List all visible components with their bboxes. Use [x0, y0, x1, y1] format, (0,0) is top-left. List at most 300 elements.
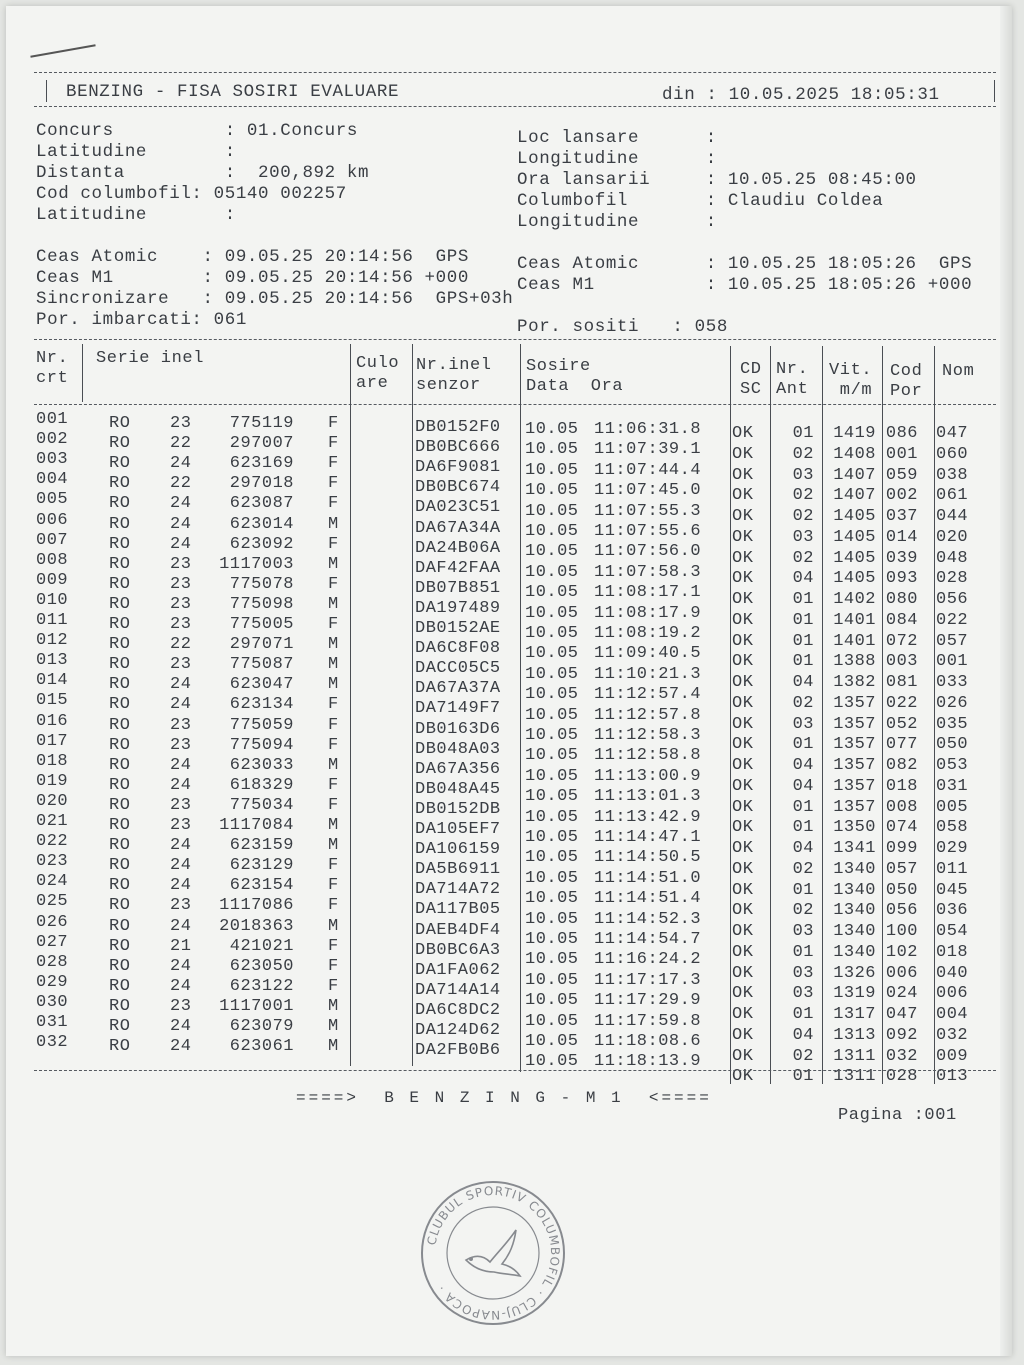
cdsc-status: OK: [732, 922, 754, 941]
header-bottom-rule: [34, 106, 996, 107]
pigeon-code: 099: [885, 839, 918, 858]
previous-number: 01: [792, 631, 814, 651]
ring-year: 22: [170, 474, 192, 494]
ring-number: 1117084: [219, 816, 294, 835]
pigeon-code: 080: [885, 590, 918, 609]
ring-number: 297018: [229, 474, 294, 494]
nom-number: 011: [936, 859, 969, 879]
arrival-time: 11:14:51.4: [594, 889, 702, 909]
ring-number: 775087: [229, 655, 294, 675]
pigeon-code: 081: [885, 673, 918, 692]
cdsc-status: OK: [732, 880, 754, 900]
ring-number: 623092: [229, 534, 294, 554]
ring-year: 24: [170, 1037, 192, 1057]
arrival-time: 11:13:01.3: [594, 787, 702, 807]
previous-number: 01: [792, 610, 814, 630]
sensor-ring: DA6C8F08: [415, 639, 501, 659]
arrival-date: 10.05: [525, 991, 579, 1011]
pigeon-code: 002: [885, 486, 918, 506]
col-sep-cdsc: [730, 346, 731, 1084]
sex: M: [328, 996, 339, 1016]
arrival-date: 10.05: [525, 787, 579, 807]
col-sosire-header: Sosire Data Ora: [526, 357, 624, 396]
arrival-time: 11:07:44.4: [594, 460, 702, 480]
nom-number: 044: [936, 507, 969, 526]
ring-number: 775005: [229, 615, 294, 634]
ring-number: 297007: [229, 434, 294, 454]
pigeon-code: 084: [885, 610, 918, 630]
clock-right-0: Ceas Atomic : 10.05.25 18:05:26 GPS: [517, 254, 973, 274]
sensor-ring: DAEB4DF4: [415, 920, 501, 940]
ring-year: 24: [170, 916, 192, 936]
row-number: 005: [36, 490, 69, 510]
row-number: 004: [36, 470, 69, 490]
pigeon-code: 057: [885, 859, 918, 879]
country-code: RO: [109, 735, 131, 755]
printed-sheet: [6, 6, 1012, 1356]
ring-year: 23: [170, 615, 192, 634]
nom-number: 053: [936, 756, 969, 775]
row-number: 015: [36, 691, 69, 711]
previous-number: 01: [792, 818, 814, 838]
dove-icon: [466, 1230, 520, 1276]
arrival-time: 11:06:31.8: [594, 420, 702, 439]
col-sep-senzor: [412, 344, 413, 1066]
cdsc-status: OK: [732, 942, 754, 962]
arrival-date: 10.05: [525, 542, 579, 562]
ring-year: 24: [170, 976, 192, 996]
sensor-ring: DA714A72: [415, 880, 501, 900]
row-number: 020: [36, 791, 69, 811]
speed: 1341: [833, 839, 876, 858]
arrival-date: 10.05: [525, 664, 579, 684]
previous-number: 01: [792, 590, 814, 609]
previous-number: 02: [792, 548, 814, 568]
ring-number: 623087: [229, 494, 294, 514]
country-code: RO: [109, 655, 131, 675]
country-code: RO: [109, 414, 131, 433]
row-number: 012: [36, 631, 69, 651]
arrival-date: 10.05: [525, 970, 579, 990]
ring-year: 24: [170, 836, 192, 856]
pigeon-code: 072: [885, 631, 918, 651]
sensor-ring: DA714A14: [415, 980, 501, 1000]
previous-number: 01: [792, 735, 814, 755]
pigeon-code: 056: [885, 901, 918, 921]
country-code: RO: [109, 675, 131, 695]
ring-year: 23: [170, 655, 192, 675]
clock-left-1: Ceas M1 : 09.05.25 20:14:56 +000: [36, 268, 469, 288]
arrival-date: 10.05: [525, 807, 579, 827]
club-stamp: [418, 1178, 568, 1328]
arrival-time: 11:14:51.0: [594, 868, 702, 888]
speed: 1388: [833, 652, 876, 672]
table-header-rule: [34, 404, 996, 405]
ring-year: 23: [170, 414, 192, 433]
info-right-1: Longitudine :: [517, 149, 717, 169]
arrival-time: 11:14:52.3: [594, 909, 702, 929]
sex: M: [328, 916, 339, 936]
previous-number: 02: [792, 1046, 814, 1066]
country-code: RO: [109, 896, 131, 916]
row-number: 009: [36, 570, 69, 590]
ring-year: 21: [170, 936, 192, 956]
sensor-ring: DB0152DB: [415, 799, 501, 819]
nom-number: 032: [936, 1025, 969, 1045]
previous-number: 02: [792, 859, 814, 879]
country-code: RO: [109, 836, 131, 856]
country-code: RO: [109, 494, 131, 514]
ring-number: 623154: [229, 876, 294, 896]
sex: F: [328, 434, 339, 454]
country-code: RO: [109, 976, 131, 996]
cdsc-status: OK: [732, 548, 754, 568]
sex: M: [328, 1017, 339, 1036]
sex: F: [328, 454, 339, 474]
sensor-ring: DA6C8DC2: [415, 1000, 501, 1020]
ring-year: 24: [170, 1017, 192, 1036]
country-code: RO: [109, 474, 131, 494]
speed: 1340: [833, 942, 876, 962]
ring-number: 1117003: [219, 554, 294, 574]
country-code: RO: [109, 916, 131, 936]
previous-number: 03: [792, 963, 814, 983]
info-right-3: Columbofil : Claudiu Coldea: [517, 191, 884, 211]
arrival-time: 11:12:58.3: [594, 726, 702, 745]
ring-number: 775098: [229, 594, 294, 614]
cdsc-status: OK: [732, 735, 754, 755]
arrival-time: 11:17:59.8: [594, 1011, 702, 1031]
nom-number: 029: [936, 839, 969, 858]
nom-number: 036: [936, 901, 969, 921]
cdsc-status: OK: [732, 693, 754, 713]
speed: 1357: [833, 714, 876, 734]
row-number: 025: [36, 892, 69, 912]
sex: M: [328, 655, 339, 675]
pigeon-code: 018: [885, 776, 918, 796]
sex: M: [328, 594, 339, 614]
col-cdsc-header: CD SC: [740, 360, 762, 399]
sex: F: [328, 735, 339, 755]
ring-number: 623129: [229, 856, 294, 876]
sex: F: [328, 775, 339, 795]
ring-number: 2018363: [219, 916, 294, 936]
nom-number: 045: [936, 880, 969, 900]
col-senzor-header: Nr.inel senzor: [416, 356, 492, 395]
cdsc-status: OK: [732, 1046, 754, 1066]
arrival-date: 10.05: [525, 644, 579, 664]
previous-number: 01: [792, 797, 814, 817]
sex: F: [328, 414, 339, 433]
speed: 1340: [833, 880, 876, 900]
country-code: RO: [109, 936, 131, 956]
arrival-time: 11:18:13.9: [594, 1052, 702, 1072]
ring-number: 1117001: [219, 996, 294, 1016]
row-number: 027: [36, 932, 69, 952]
clock-right-1: Ceas M1 : 10.05.25 18:05:26 +000: [517, 275, 973, 295]
ring-year: 23: [170, 735, 192, 755]
country-code: RO: [109, 434, 131, 454]
arrival-time: 11:07:56.0: [594, 542, 702, 562]
table-bottom-rule: [34, 1070, 996, 1071]
report-title: BENZING - FISA SOSIRI EVALUARE: [66, 82, 400, 102]
nom-number: 058: [936, 818, 969, 838]
sensor-ring: DA023C51: [415, 498, 501, 518]
previous-number: 04: [792, 673, 814, 692]
row-number: 002: [36, 430, 69, 450]
row-number: 028: [36, 952, 69, 972]
col-sep-sosire: [520, 344, 521, 1072]
previous-number: 02: [792, 444, 814, 464]
table-top-rule: [34, 339, 996, 340]
sensor-ring: DA106159: [415, 840, 501, 860]
ring-number: 623047: [229, 675, 294, 695]
row-number: 008: [36, 550, 69, 570]
header-top-rule: [34, 72, 996, 73]
arrival-time: 11:17:17.3: [594, 970, 702, 990]
sensor-ring: DA67A356: [415, 759, 501, 779]
country-code: RO: [109, 534, 131, 554]
ring-number: 623134: [229, 695, 294, 715]
ring-number: 623033: [229, 755, 294, 775]
pigeon-code: 077: [885, 735, 918, 755]
speed: 1405: [833, 569, 876, 589]
row-number: 018: [36, 751, 69, 771]
arrival-date: 10.05: [525, 848, 579, 868]
col-culoare-header: Culo are: [356, 354, 400, 393]
nom-number: 033: [936, 673, 969, 692]
col-sep-vit: [822, 346, 823, 1084]
sensor-ring: DA67A37A: [415, 679, 501, 699]
ring-year: 23: [170, 816, 192, 835]
speed: 1401: [833, 631, 876, 651]
country-code: RO: [109, 454, 131, 474]
arrival-time: 11:12:58.8: [594, 746, 702, 766]
speed: 1311: [833, 1067, 876, 1087]
arrival-date: 10.05: [525, 828, 579, 847]
nom-number: 061: [936, 486, 969, 506]
nom-number: 040: [936, 963, 969, 983]
sex: M: [328, 554, 339, 574]
pigeon-code: 052: [885, 714, 918, 734]
cdsc-status: OK: [732, 569, 754, 589]
ring-year: 24: [170, 775, 192, 795]
sex: F: [328, 534, 339, 554]
ring-number: 297071: [229, 635, 294, 655]
ring-year: 23: [170, 554, 192, 574]
arrival-date: 10.05: [525, 501, 579, 521]
sensor-ring: DA124D62: [415, 1021, 501, 1040]
cdsc-status: OK: [732, 590, 754, 609]
cdsc-status: OK: [732, 673, 754, 692]
sex: M: [328, 836, 339, 856]
country-code: RO: [109, 996, 131, 1016]
previous-number: 03: [792, 922, 814, 941]
ring-year: 24: [170, 494, 192, 514]
nom-number: 048: [936, 548, 969, 568]
sex: M: [328, 635, 339, 655]
pigeon-code: 050: [885, 880, 918, 900]
sensor-ring: DB0152AE: [415, 619, 501, 638]
ring-year: 24: [170, 454, 192, 474]
nom-number: 038: [936, 465, 969, 485]
ring-year: 24: [170, 755, 192, 775]
ring-number: 623159: [229, 836, 294, 856]
cdsc-status: OK: [732, 859, 754, 879]
sensor-ring: DB0163D6: [415, 719, 501, 739]
previous-number: 02: [792, 486, 814, 506]
arrival-date: 10.05: [525, 460, 579, 480]
report-date: din : 10.05.2025 18:05:31: [662, 85, 940, 105]
nom-number: 006: [936, 984, 969, 1004]
arrival-time: 11:07:58.3: [594, 562, 702, 582]
info-left-4: Latitudine :: [36, 205, 236, 225]
pigeon-code: 008: [885, 797, 918, 817]
speed: 1407: [833, 486, 876, 506]
country-code: RO: [109, 795, 131, 815]
cdsc-status: OK: [732, 1025, 754, 1045]
previous-number: 03: [792, 465, 814, 485]
sex: F: [328, 795, 339, 815]
ring-number: 623014: [229, 514, 294, 534]
sex: F: [328, 494, 339, 514]
ring-year: 24: [170, 695, 192, 715]
arrival-time: 11:14:50.5: [594, 848, 702, 868]
col-sep-ant: [770, 346, 771, 1084]
speed: 1405: [833, 507, 876, 526]
info-left-2: Distanta : 200,892 km: [36, 163, 370, 183]
sex: F: [328, 615, 339, 634]
cdsc-status: OK: [732, 984, 754, 1004]
sensor-ring: DB07B851: [415, 578, 501, 598]
info-left-0: Concurs : 01.Concurs: [36, 121, 358, 141]
ring-number: 775078: [229, 574, 294, 594]
info-left-1: Latitudine :: [36, 142, 236, 162]
country-code: RO: [109, 956, 131, 976]
row-number: 003: [36, 450, 69, 470]
cdsc-status: OK: [732, 507, 754, 526]
speed: 1313: [833, 1025, 876, 1045]
sex: F: [328, 856, 339, 876]
pigeon-code: 022: [885, 693, 918, 713]
sex: M: [328, 514, 339, 534]
pigeon-code: 024: [885, 984, 918, 1004]
page-number: Pagina :001: [838, 1106, 957, 1125]
arrival-date: 10.05: [525, 1032, 579, 1051]
nom-number: 022: [936, 610, 969, 630]
country-code: RO: [109, 635, 131, 655]
pigeon-code: 047: [885, 1005, 918, 1024]
arrival-date: 10.05: [525, 766, 579, 786]
sensor-ring: DB048A03: [415, 739, 501, 759]
row-number: 030: [36, 992, 69, 1012]
nom-number: 054: [936, 922, 969, 941]
col-serie-header: Serie inel: [96, 349, 205, 368]
cdsc-status: OK: [732, 839, 754, 858]
nom-number: 013: [936, 1067, 969, 1087]
sex: M: [328, 1037, 339, 1057]
speed: 1340: [833, 859, 876, 879]
pigeon-code: 032: [885, 1046, 918, 1066]
arrival-date: 10.05: [525, 583, 579, 603]
speed: 1382: [833, 673, 876, 692]
sensor-ring: DB0BC6A3: [415, 940, 501, 960]
pigeon-code: 037: [885, 507, 918, 526]
ring-year: 22: [170, 635, 192, 655]
pigeon-code: 028: [885, 1067, 918, 1087]
sensor-ring: DB0152F0: [415, 418, 501, 437]
arrival-date: 10.05: [525, 930, 579, 949]
ring-number: 623061: [229, 1037, 294, 1057]
arrival-time: 11:07:55.3: [594, 501, 702, 521]
ring-number: 421021: [229, 936, 294, 956]
pigeon-code: 100: [885, 922, 918, 941]
row-number: 024: [36, 872, 69, 892]
ring-number: 623050: [229, 956, 294, 976]
country-code: RO: [109, 514, 131, 534]
previous-number: 02: [792, 901, 814, 921]
previous-number: 03: [792, 984, 814, 1004]
arrival-date: 10.05: [525, 481, 579, 501]
sensor-ring: DA24B06A: [415, 538, 501, 558]
speed: 1340: [833, 901, 876, 921]
sensor-ring: DA105EF7: [415, 820, 501, 839]
country-code: RO: [109, 755, 131, 775]
arrival-date: 10.05: [525, 603, 579, 623]
nom-number: 009: [936, 1046, 969, 1066]
arrival-time: 11:10:21.3: [594, 664, 702, 684]
col-sep-culoare: [350, 344, 351, 1066]
sex: F: [328, 474, 339, 494]
arrival-time: 11:08:17.1: [594, 583, 702, 603]
pigeon-code: 082: [885, 756, 918, 775]
country-code: RO: [109, 715, 131, 735]
nom-number: 026: [936, 693, 969, 713]
nom-number: 047: [936, 424, 969, 443]
pigeon-code: 014: [885, 527, 918, 547]
cdsc-status: OK: [732, 610, 754, 630]
ring-number: 623079: [229, 1017, 294, 1036]
cdsc-status: OK: [732, 465, 754, 485]
row-number: 032: [36, 1033, 69, 1053]
sensor-ring: DA7149F7: [415, 699, 501, 719]
arrival-date: 10.05: [525, 868, 579, 888]
arrival-date: 10.05: [525, 624, 579, 643]
previous-number: 01: [792, 942, 814, 962]
previous-number: 04: [792, 1025, 814, 1045]
arrival-time: 11:12:57.8: [594, 705, 702, 725]
country-code: RO: [109, 574, 131, 594]
nom-number: 028: [936, 569, 969, 589]
sex: M: [328, 816, 339, 835]
nom-number: 018: [936, 942, 969, 962]
arrival-date: 10.05: [525, 1052, 579, 1072]
pigeon-code: 006: [885, 963, 918, 983]
previous-number: 04: [792, 839, 814, 858]
pigeon-code: 003: [885, 652, 918, 672]
previous-number: 01: [792, 652, 814, 672]
row-number: 011: [36, 611, 69, 630]
col-cod-header: Cod Por: [890, 362, 923, 401]
cdsc-status: OK: [732, 424, 754, 443]
nom-number: 031: [936, 776, 969, 796]
country-code: RO: [109, 1017, 131, 1036]
sex: F: [328, 956, 339, 976]
pigeon-code: 039: [885, 548, 918, 568]
speed: 1357: [833, 693, 876, 713]
arrival-date: 10.05: [525, 420, 579, 439]
arrival-time: 11:14:54.7: [594, 930, 702, 949]
